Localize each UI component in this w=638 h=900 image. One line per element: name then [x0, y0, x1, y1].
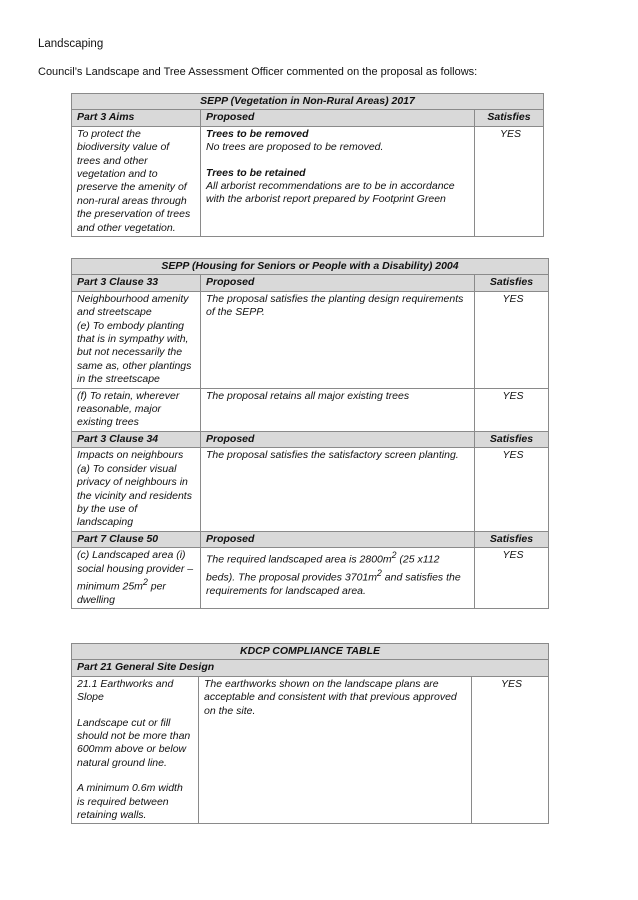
clause-header: Part 3 Clause 34 [72, 431, 201, 447]
removed-heading: Trees to be removed [206, 127, 309, 140]
criteria-cell [72, 548, 201, 609]
removed-text: No trees are proposed to be removed. [206, 141, 384, 154]
criteria-detail: (e) To embody planting that is in sympathy with, but not necessarily the same as, other plantings in the streetscape [77, 319, 192, 386]
table-row [72, 388, 549, 431]
column-header-satisfies: Satisfies [475, 531, 549, 547]
table-title: SEPP (Housing for Seniors or People with a Disability) 2004 [72, 259, 549, 275]
criteria-text: A minimum 0.6m width is required between retaining walls. [77, 782, 183, 822]
criteria-cell [72, 676, 199, 824]
proposed-text-c: and satisfies the requirements for landscaped area. [206, 571, 461, 597]
table-row [72, 548, 549, 609]
column-header-aims: Part 3 Aims [72, 110, 201, 126]
satisfies-cell: YES [475, 126, 544, 236]
satisfies-cell: YES [472, 676, 549, 824]
proposed-cell: The proposal satisfies the satisfactory screen planting. [201, 448, 475, 531]
table-row [72, 291, 549, 388]
column-header-satisfies: Satisfies [475, 431, 549, 447]
table-title: KDCP COMPLIANCE TABLE [72, 644, 549, 660]
column-header-satisfies: Satisfies [475, 110, 544, 126]
criteria-title: 21.1 Earthworks and Slope [77, 677, 174, 704]
superscript: 2 [377, 568, 382, 579]
satisfies-cell: YES [475, 448, 549, 531]
criteria-text: Landscape cut or fill should not be more than 600mm above or below natural ground line. [77, 716, 191, 769]
column-header-proposed: Proposed [201, 531, 475, 547]
sepp-housing-table [71, 258, 549, 609]
proposed-cell [201, 126, 475, 236]
satisfies-cell: YES [475, 291, 549, 388]
proposed-text-b: (25 x112 beds). The proposal provides 3701m [206, 553, 440, 584]
proposed-text-a: The required landscaped area is 2800m [206, 553, 392, 566]
retained-text: All arborist recommendations are to be in accordance with the arborist report prepared by Footprint Green [206, 180, 455, 206]
retained-heading: Trees to be retained [206, 166, 306, 179]
table-row [72, 126, 544, 236]
satisfies-cell: YES [475, 548, 549, 609]
table-row [72, 448, 549, 531]
satisfies-cell: YES [475, 388, 549, 431]
kdcp-compliance-table [71, 643, 549, 824]
clause-header: Part 3 Clause 33 [72, 275, 201, 291]
proposed-cell: The proposal satisfies the planting design requirements of the SEPP. [201, 291, 475, 388]
criteria-text: Neighbourhood amenity and streetscape [77, 292, 189, 319]
part-header: Part 21 General Site Design [72, 660, 549, 676]
proposed-cell [201, 548, 475, 609]
superscript: 2 [391, 550, 397, 561]
criteria-cell [72, 448, 201, 531]
criteria-cell: (f) To retain, wherever reasonable, major existing trees [72, 388, 201, 431]
superscript: 2 [142, 576, 148, 587]
criteria-cell [72, 291, 201, 388]
criteria-text: Impacts on neighbours [77, 449, 184, 462]
column-header-proposed: Proposed [201, 110, 475, 126]
proposed-cell: The proposal retains all major existing trees [201, 388, 475, 431]
proposed-cell: The earthworks shown on the landscape plans are acceptable and consistent with that previous approved on the site. [199, 676, 472, 824]
clause-header: Part 7 Clause 50 [72, 531, 201, 547]
criteria-text: (c) Landscaped area (i) social housing provider – minimum 25m [77, 549, 194, 593]
sepp-vegetation-table [71, 93, 544, 237]
column-header-satisfies: Satisfies [475, 275, 549, 291]
criteria-detail: (a) To consider visual privacy of neighbours in the vicinity and residents by the use of landscaping [77, 462, 192, 529]
column-header-proposed: Proposed [201, 431, 475, 447]
section-heading: Landscaping [38, 38, 104, 50]
table-row [72, 676, 549, 824]
column-header-proposed: Proposed [201, 275, 475, 291]
table-title: SEPP (Vegetation in Non-Rural Areas) 2017 [72, 94, 544, 110]
aim-cell: To protect the biodiversity value of trees and other vegetation and to preserve the amenity of non-rural areas through the preservation of trees and other vegetation. [72, 126, 201, 236]
intro-text: Council’s Landscape and Tree Assessment Officer commented on the proposal as follows: [38, 66, 478, 78]
criteria-tail: per dwelling [77, 580, 166, 606]
